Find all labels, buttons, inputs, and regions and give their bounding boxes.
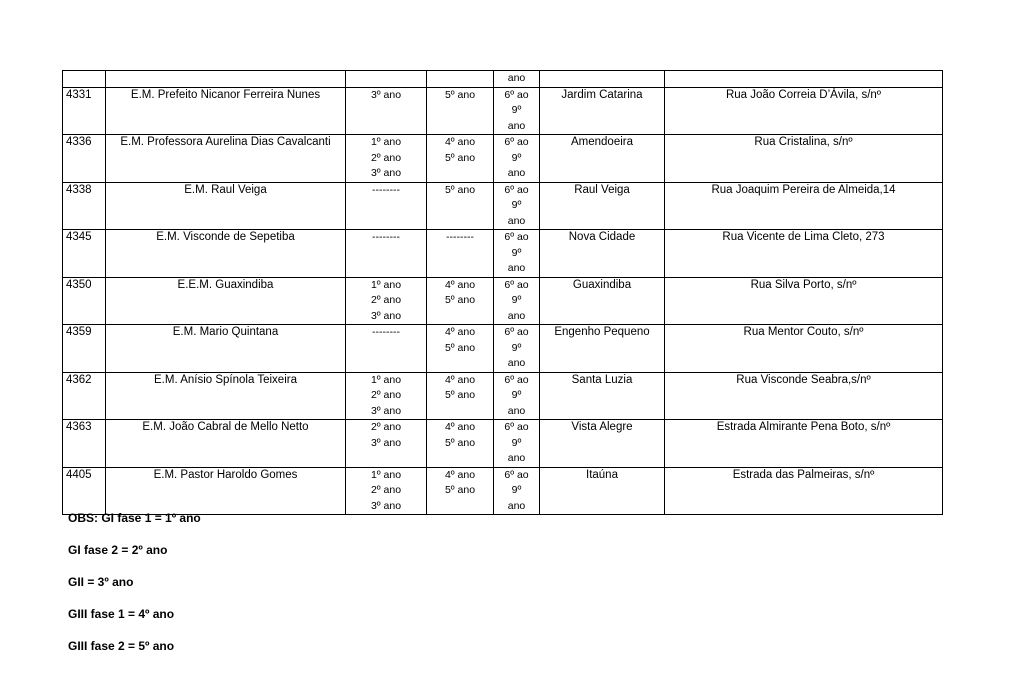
school-name-cell: E.M. Prefeito Nicanor Ferreira Nunes (106, 87, 346, 135)
grade-line: 3º ano (370, 167, 402, 179)
observation-line: GIII fase 2 = 5º ano (68, 639, 175, 653)
observation-line: OBS: GI fase 1 = 1º ano (68, 511, 201, 525)
observation-line: GII = 3º ano (68, 575, 134, 589)
grade-line: 9º (511, 104, 522, 116)
school-name-cell: E.M. João Cabral de Mello Netto (106, 420, 346, 468)
code-cell: 4363 (63, 420, 106, 468)
grades-mid-cell (427, 71, 494, 88)
neighborhood-cell: Vista Alegre (540, 420, 665, 468)
grade-line: -------- (372, 231, 400, 243)
grade-line: 9º (511, 246, 522, 259)
school-name-cell: E.M. Mario Quintana (106, 325, 346, 373)
grade-line: 9º (511, 389, 522, 401)
address-cell: Rua João Correia D’Ávila, s/nº (665, 87, 943, 135)
grade-line: ano (507, 499, 526, 512)
neighborhood-cell: Amendoeira (540, 135, 665, 183)
grades-early-cell (346, 420, 427, 468)
grades-upper-cell (494, 230, 540, 278)
code-cell: 4362 (63, 372, 106, 420)
grade-line: 3º ano (370, 404, 402, 417)
table-row (63, 277, 943, 325)
grades-mid-cell (427, 467, 494, 515)
grade-line: 6º ao (504, 326, 529, 338)
grade-line: 5º ano (444, 484, 476, 496)
grade-line: ano (507, 119, 526, 132)
code-cell: 4359 (63, 325, 106, 373)
address-cell (665, 71, 943, 88)
code-cell (63, 71, 106, 88)
grades-upper-cell (494, 277, 540, 325)
code-cell: 4331 (63, 87, 106, 135)
grade-line: ano (507, 404, 526, 417)
grades-early-cell (346, 87, 427, 135)
grades-upper-cell (494, 71, 540, 88)
grades-early-cell (346, 325, 427, 373)
grade-line: -------- (372, 326, 400, 338)
neighborhood-cell: Guaxindiba (540, 277, 665, 325)
grade-line: 6º ao (504, 468, 529, 481)
grade-line: 6º ao (504, 88, 529, 101)
code-cell: 4350 (63, 277, 106, 325)
grade-line: 2º ano (370, 151, 402, 164)
grade-line: 2º ano (370, 294, 402, 306)
grade-line: 1º ano (370, 373, 402, 386)
grades-mid-cell (427, 230, 494, 278)
schools-table (62, 70, 943, 515)
table-row (63, 87, 943, 135)
grades-upper-cell (494, 135, 540, 183)
grade-line: 9º (511, 341, 522, 354)
table-row (63, 135, 943, 183)
grades-upper-cell (494, 182, 540, 230)
school-name-cell: E.M. Raul Veiga (106, 182, 346, 230)
table-row (63, 325, 943, 373)
school-name-cell: E.M. Visconde de Sepetiba (106, 230, 346, 278)
grades-mid-cell (427, 87, 494, 135)
grades-early-cell (346, 372, 427, 420)
grades-early-cell (346, 467, 427, 515)
observation-line: GI fase 2 = 2º ano (68, 543, 168, 557)
grade-line: 3º ano (370, 88, 402, 101)
grade-line: 9º (511, 199, 522, 211)
grade-line: ano (507, 309, 526, 322)
table-row (63, 372, 943, 420)
grade-line: 5º ano (444, 436, 476, 449)
table-body (63, 71, 943, 515)
grade-line: ano (507, 167, 526, 179)
school-name-cell: E.M. Anísio Spínola Teixeira (106, 372, 346, 420)
grade-line: ano (507, 357, 526, 369)
grades-mid-cell (427, 420, 494, 468)
grades-early-cell (346, 135, 427, 183)
grade-line: 1º ano (370, 278, 402, 291)
address-cell: Rua Mentor Couto, s/nº (665, 325, 943, 373)
grade-line: 3º ano (370, 436, 402, 449)
grades-mid-cell (427, 325, 494, 373)
grades-mid-cell (427, 182, 494, 230)
grades-upper-cell (494, 372, 540, 420)
address-cell: Rua Joaquim Pereira de Almeida,14 (665, 182, 943, 230)
grade-line: 4º ano (444, 421, 476, 433)
school-name-cell (106, 71, 346, 88)
neighborhood-cell (540, 71, 665, 88)
grades-upper-cell (494, 325, 540, 373)
school-name-cell: E.E.M. Guaxindiba (106, 277, 346, 325)
neighborhood-cell: Nova Cidade (540, 230, 665, 278)
grades-upper-cell (494, 420, 540, 468)
grades-upper-cell (494, 87, 540, 135)
grade-line: 4º ano (444, 136, 476, 148)
table-row (63, 467, 943, 515)
grades-early-cell (346, 71, 427, 88)
address-cell: Rua Vicente de Lima Cleto, 273 (665, 230, 943, 278)
grade-line: 9º (511, 484, 522, 496)
neighborhood-cell: Raul Veiga (540, 182, 665, 230)
grades-mid-cell (427, 135, 494, 183)
grade-line: 6º ao (504, 373, 529, 386)
table-row (63, 420, 943, 468)
grade-line: 9º (511, 151, 522, 164)
grade-line: 4º ano (444, 373, 476, 386)
grade-line: ano (507, 452, 526, 464)
grades-mid-cell (427, 372, 494, 420)
grade-line: 2º ano (370, 421, 402, 433)
neighborhood-cell: Santa Luzia (540, 372, 665, 420)
address-cell: Estrada Almirante Pena Boto, s/nº (665, 420, 943, 468)
address-cell: Estrada das Palmeiras, s/nº (665, 467, 943, 515)
grade-line: 9º (511, 294, 522, 306)
address-cell: Rua Visconde Seabra,s/nº (665, 372, 943, 420)
table-row (63, 230, 943, 278)
grade-line: 5º ano (444, 294, 476, 306)
grade-line: 5º ano (444, 389, 476, 401)
grade-line: 6º ao (504, 231, 529, 243)
grade-line: 6º ao (504, 421, 529, 433)
grade-line: 4º ano (444, 326, 476, 338)
grade-line: ano (507, 214, 526, 227)
grade-line: 1º ano (370, 468, 402, 481)
grade-line: 6º ao (504, 278, 529, 291)
grade-line: -------- (372, 183, 400, 196)
grade-line: 6º ao (504, 136, 529, 148)
grade-line: ano (507, 72, 526, 84)
code-cell: 4336 (63, 135, 106, 183)
code-cell: 4405 (63, 467, 106, 515)
school-name-cell: E.M. Pastor Haroldo Gomes (106, 467, 346, 515)
grade-line: 9º (511, 436, 522, 449)
neighborhood-cell: Jardim Catarina (540, 87, 665, 135)
code-cell: 4338 (63, 182, 106, 230)
school-name-cell: E.M. Professora Aurelina Dias Cavalcanti (106, 135, 346, 183)
table-row (63, 182, 943, 230)
grades-early-cell (346, 230, 427, 278)
grades-early-cell (346, 182, 427, 230)
grades-early-cell (346, 277, 427, 325)
grade-line: 4º ano (444, 468, 476, 481)
grade-line: 2º ano (370, 389, 402, 401)
grade-line: 4º ano (444, 278, 476, 291)
grade-line: -------- (446, 231, 474, 243)
grades-mid-cell (427, 277, 494, 325)
code-cell: 4345 (63, 230, 106, 278)
grade-line: 3º ano (370, 499, 402, 512)
grade-line: 3º ano (370, 309, 402, 322)
address-cell: Rua Silva Porto, s/nº (665, 277, 943, 325)
grade-line: 5º ano (444, 341, 476, 354)
neighborhood-cell: Itaúna (540, 467, 665, 515)
observation-line: GIII fase 1 = 4º ano (68, 607, 175, 621)
neighborhood-cell: Engenho Pequeno (540, 325, 665, 373)
grade-line: 5º ano (444, 151, 476, 164)
address-cell: Rua Cristalina, s/nº (665, 135, 943, 183)
table-row-continued (63, 71, 943, 88)
grade-line: 5º ano (444, 183, 476, 196)
grade-line: 2º ano (370, 484, 402, 496)
grade-line: 6º ao (504, 183, 529, 196)
grade-line: 5º ano (444, 88, 476, 101)
grade-line: ano (507, 262, 526, 274)
grade-line: 1º ano (370, 136, 402, 148)
grades-upper-cell (494, 467, 540, 515)
